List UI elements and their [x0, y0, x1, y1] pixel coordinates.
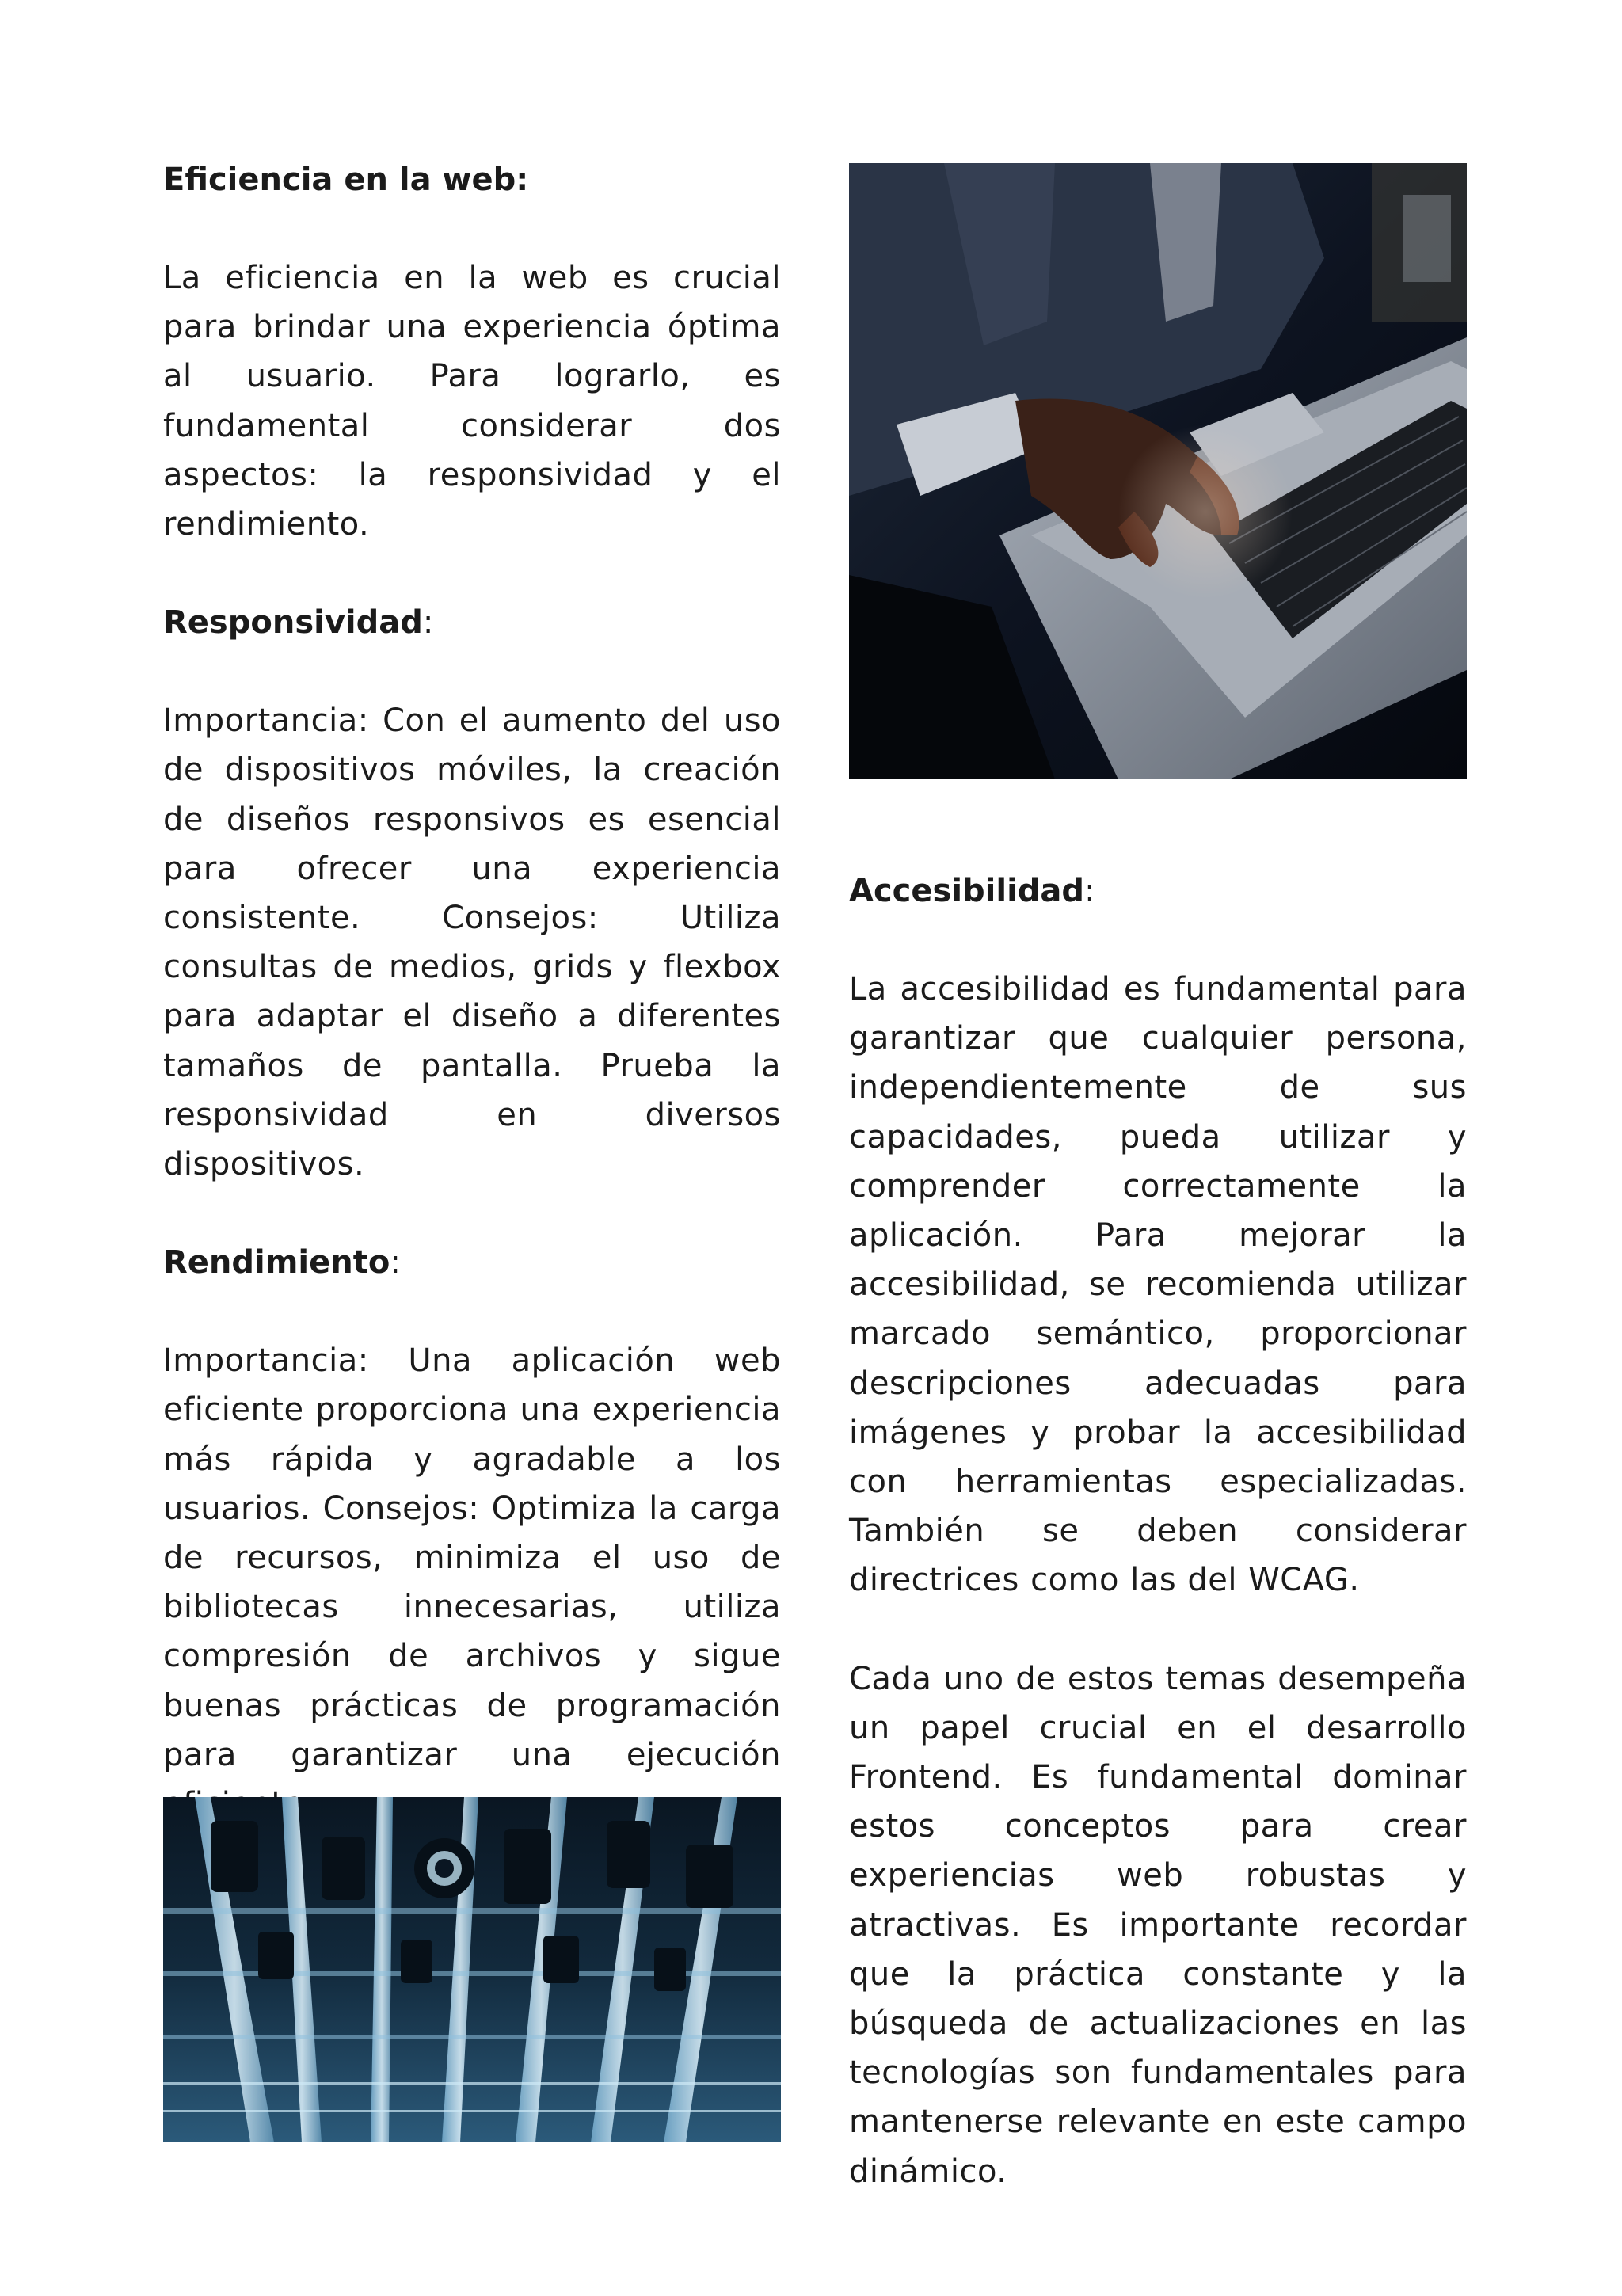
- section-title-responsiveness: [163, 598, 781, 647]
- equipment-rig-photo: [163, 1797, 781, 2142]
- section-title-performance: [163, 1238, 781, 1287]
- section-title-accessibility: [849, 866, 1467, 916]
- laptop-photo-illustration: [849, 163, 1467, 779]
- heading-colon: :: [390, 1244, 401, 1281]
- paragraph-closing: Cada uno de estos temas desempeña un papel crucial en el desarrollo Frontend. Es fundamental dominar estos conceptos para crear experiencias web robustas y atractivas. Es importante recordar que la práctica constante y la búsqueda de actualizaciones en las tecnologías son fundamentales para mantenerse relevante en este campo dinámico.: [849, 1660, 1467, 2190]
- paragraph-performance: Importancia: Una aplicación web eficiente proporciona una experiencia más rápida y agradable a los usuarios. Consejos: Optimiza la carga de recursos, minimiza el uso de bibliotecas innecesarias, utiliza compresión de archivos y sigue buenas prácticas de programación para garantizar una ejecución: [163, 1342, 781, 1773]
- heading-text: Accesibilidad: [849, 873, 1085, 909]
- paragraph-efficiency: La eficiencia en la web es crucial para brindar una experiencia óptima al usuario. Para lograrlo, es fundamental considerar dos aspectos: la responsividad y el rendimiento.: [163, 260, 781, 543]
- laptop-photo: [849, 163, 1467, 779]
- heading-colon: :: [1084, 873, 1095, 909]
- right-column: [849, 866, 1467, 2245]
- section-title-efficiency: [163, 155, 781, 204]
- left-column: [163, 155, 781, 1878]
- heading-text: Eficiencia en la web:: [163, 162, 529, 198]
- heading-text: Rendimiento: [163, 1244, 390, 1281]
- equipment-rig-illustration: [163, 1797, 781, 2142]
- paragraph-accessibility: La accesibilidad es fundamental para garantizar que cualquier persona, independientemente de sus capacidades, pueda utilizar y comprender correctamente la aplicación. Para mejorar la accesibilidad, se recomienda utilizar marcado semántico, proporcionar descripciones adecuadas para imágenes y probar la accesibilidad con herramientas especializadas. También se deben considerar directrices como las del WCAG.: [849, 971, 1467, 1599]
- heading-text: Responsividad: [163, 604, 423, 642]
- heading-colon: :: [422, 604, 434, 642]
- paragraph-responsiveness: Importancia: Con el aumento del uso de dispositivos móviles, la creación de diseños responsivos es esencial para ofrecer una experiencia consistente. Consejos: Utiliza consultas de medios, grids y flexbox para adaptar el diseño a diferentes tamaños de pantalla. Prueba la responsividad en diversos dispositivos.: [163, 703, 781, 1183]
